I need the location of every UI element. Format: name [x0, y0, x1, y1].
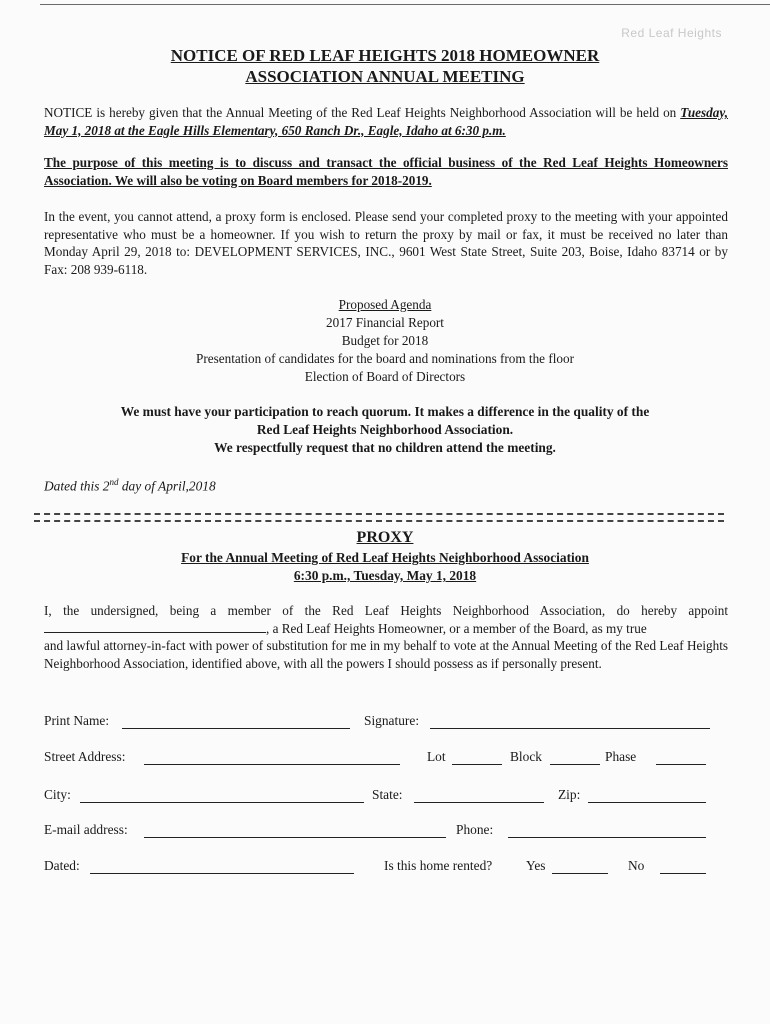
- proxy-title: PROXY: [356, 529, 414, 546]
- proposed-agenda: [40, 296, 730, 386]
- meeting-details: Tuesday, May 1, 2018 at the Eagle Hills Elementary, 650 Ranch Dr., Eagle, Idaho at 6:30 p.m.: [44, 105, 728, 138]
- proxy-body-line-1: I, the undersigned, being a member of the Red Leaf Heights Neighborhood Association, do hereby appoint: [44, 603, 728, 618]
- quorum-line-2: Red Leaf Heights Neighborhood Association.: [256, 422, 514, 437]
- quorum-line-3: We respectfully request that no children attend the meeting.: [214, 440, 556, 455]
- street-address-field[interactable]: [144, 764, 400, 765]
- state-field[interactable]: [414, 802, 544, 803]
- phone-label: Phone:: [456, 822, 494, 837]
- notice-date-sup: nd: [109, 477, 119, 487]
- dated-label: Dated:: [44, 858, 80, 873]
- proxy-body-line-2-text: , a Red Leaf Heights Homeowner, or a member of the Board, as my true: [266, 620, 647, 636]
- proxy-body-rest: and lawful attorney-in-fact with power of substitution for me in my behalf to vote at the Annual Meeting of the Red Leaf Heights Neighborhood Association, identified above, with all the powers I should possess as if personally present.: [44, 638, 728, 671]
- notice-date: [44, 477, 216, 494]
- notice-title: [40, 45, 730, 87]
- phase-label: Phase: [605, 749, 637, 764]
- agenda-heading: Proposed Agenda: [338, 297, 432, 312]
- notice-title-line-2: ASSOCIATION ANNUAL MEETING: [245, 67, 525, 86]
- meeting-purpose: The purpose of this meeting is to discuss and transact the official business of the Red Leaf Heights Homeowners Association. We will also be voting on Board members for 2018-2019.: [44, 155, 728, 188]
- city-label: City:: [44, 787, 71, 802]
- phone-field[interactable]: [508, 837, 706, 838]
- agenda-item: Election of Board of Directors: [304, 369, 466, 384]
- notice-title-line-1: NOTICE OF RED LEAF HEIGHTS 2018 HOMEOWNER: [170, 46, 600, 65]
- yes-label: Yes: [526, 858, 546, 873]
- email-field[interactable]: [144, 837, 446, 838]
- cut-line-divider: [34, 513, 724, 522]
- notice-date-pre: Dated this 2: [44, 478, 110, 494]
- bleed-through-text: Red Leaf Heights: [621, 26, 722, 40]
- lot-label: Lot: [427, 749, 446, 764]
- print-name-label: Print Name:: [44, 713, 110, 728]
- scan-edge-line: [40, 4, 770, 5]
- block-field[interactable]: [550, 764, 600, 765]
- proxy-body-line-2: [44, 620, 728, 638]
- no-label: No: [628, 858, 645, 873]
- state-label: State:: [372, 787, 403, 802]
- proxy-instructions: In the event, you cannot attend, a proxy form is enclosed. Please send your completed proxy to the meeting with your appointed representative who must be a homeowner. If you wish to return the proxy by mail or fax, it must be received no later than Monday April 29, 2018 to: DEVELOPMENT SERVICES, INC., 9601 West State Street, Suite 203, Boise, Idaho 83714 or by Fax: 208 939-6118.: [44, 209, 728, 277]
- city-field[interactable]: [80, 802, 364, 803]
- agenda-item: 2017 Financial Report: [326, 315, 444, 330]
- agenda-item: Presentation of candidates for the board and nominations from the floor: [196, 351, 574, 366]
- print-name-field[interactable]: [122, 728, 350, 729]
- proxy-subtitle-line-1: For the Annual Meeting of Red Leaf Heights Neighborhood Association: [181, 550, 589, 565]
- street-address-label: Street Address:: [44, 749, 126, 764]
- block-label: Block: [510, 749, 542, 764]
- proxy-subtitle-line-2: 6:30 p.m., Tuesday, May 1, 2018: [293, 568, 477, 583]
- proxy-body: [44, 602, 728, 672]
- notice-intro-lead: NOTICE is hereby given that the Annual Meeting of the Red Leaf Heights Neighborhood Association will be held on: [44, 105, 681, 120]
- signature-field[interactable]: [430, 728, 710, 729]
- proxy-subtitle: [40, 549, 730, 585]
- notice-intro: [44, 104, 728, 139]
- agenda-item: Budget for 2018: [341, 333, 429, 348]
- notice-date-post: day of April,2018: [118, 478, 216, 494]
- dated-field[interactable]: [90, 873, 354, 874]
- email-label: E-mail address:: [44, 822, 128, 837]
- yes-field[interactable]: [552, 873, 608, 874]
- home-rented-label: Is this home rented?: [384, 858, 493, 873]
- zip-field[interactable]: [588, 802, 706, 803]
- signature-label: Signature:: [364, 713, 420, 728]
- no-field[interactable]: [660, 873, 706, 874]
- quorum-notice: [40, 403, 730, 457]
- quorum-line-1: We must have your participation to reach quorum. It makes a difference in the quality of the: [120, 404, 650, 419]
- zip-label: Zip:: [558, 787, 581, 802]
- phase-field[interactable]: [656, 764, 706, 765]
- lot-field[interactable]: [452, 764, 502, 765]
- appointee-name-field[interactable]: [44, 620, 266, 633]
